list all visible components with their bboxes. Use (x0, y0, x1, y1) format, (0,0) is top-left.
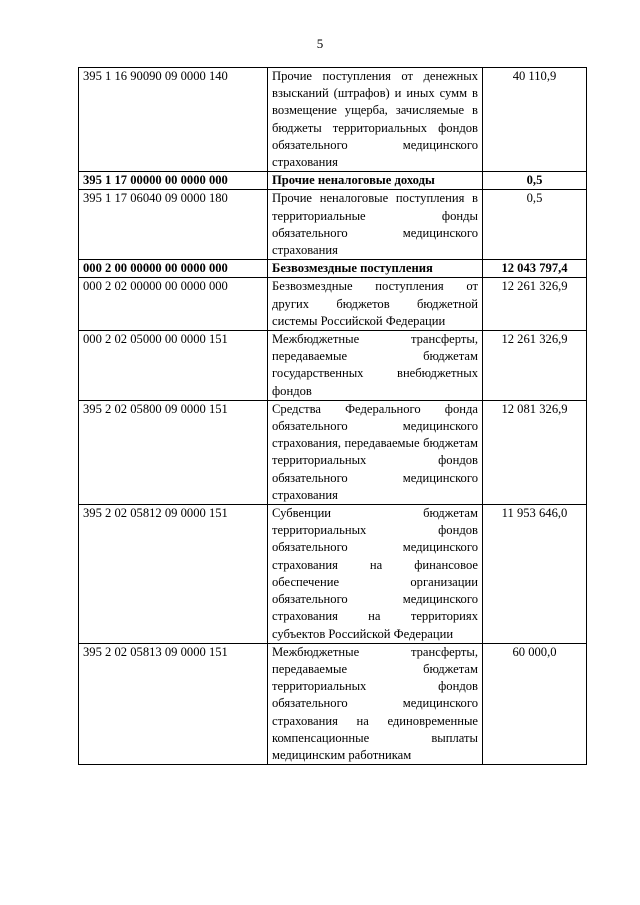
amount-cell: 12 043 797,4 (483, 260, 587, 278)
revenue-name-cell: Безвозмездные поступления (268, 260, 483, 278)
table-row (79, 643, 587, 764)
amount-cell: 60 000,0 (483, 643, 587, 764)
budget-code-cell: 000 2 02 00000 00 0000 000 (79, 278, 268, 331)
table-row (79, 190, 587, 260)
revenue-name-cell: Безвозмездные поступления от других бюджетов бюджетной системы Российской Федерации (268, 278, 483, 331)
amount-cell: 12 261 326,9 (483, 331, 587, 401)
budget-code-cell: 000 2 00 00000 00 0000 000 (79, 260, 268, 278)
budget-code-cell: 395 2 02 05800 09 0000 151 (79, 400, 268, 504)
table-row (79, 278, 587, 331)
table-row (79, 505, 587, 644)
revenue-name-cell: Прочие поступления от денежных взысканий (штрафов) и иных сумм в возмещение ущерба, зачисляемые в бюджеты территориальных фондов обязательного медицинского страхования (268, 68, 483, 172)
budget-code-cell: 395 1 17 00000 00 0000 000 (79, 172, 268, 190)
revenue-name-cell: Прочие неналоговые доходы (268, 172, 483, 190)
amount-cell: 0,5 (483, 190, 587, 260)
budget-code-cell: 395 1 17 06040 09 0000 180 (79, 190, 268, 260)
budget-code-cell: 395 2 02 05812 09 0000 151 (79, 505, 268, 644)
table-row (79, 400, 587, 504)
amount-cell: 40 110,9 (483, 68, 587, 172)
revenue-name-cell: Межбюджетные трансферты, передаваемые бюджетам государственных внебюджетных фондов (268, 331, 483, 401)
budget-revenue-table (78, 67, 587, 765)
table-row (79, 172, 587, 190)
budget-code-cell: 395 1 16 90090 09 0000 140 (79, 68, 268, 172)
revenue-name-cell: Средства Федерального фонда обязательного медицинского страхования, передаваемые бюджетам территориальных фондов обязательного медицинского страхования (268, 400, 483, 504)
table-row (79, 68, 587, 172)
revenue-name-cell: Субвенции бюджетам территориальных фондов обязательного медицинского страхования на финансовое обеспечение организации обязательного медицинского страхования на территориях субъектов Российской Федерации (268, 505, 483, 644)
amount-cell: 12 081 326,9 (483, 400, 587, 504)
budget-code-cell: 395 2 02 05813 09 0000 151 (79, 643, 268, 764)
budget-code-cell: 000 2 02 05000 00 0000 151 (79, 331, 268, 401)
table-row (79, 260, 587, 278)
amount-cell: 11 953 646,0 (483, 505, 587, 644)
revenue-name-cell: Прочие неналоговые поступления в территориальные фонды обязательного медицинского страхования (268, 190, 483, 260)
table-row (79, 331, 587, 401)
table-body (79, 68, 587, 765)
amount-cell: 12 261 326,9 (483, 278, 587, 331)
amount-cell: 0,5 (483, 172, 587, 190)
page-number: 5 (316, 36, 324, 51)
revenue-name-cell: Межбюджетные трансферты, передаваемые бюджетам территориальных фондов обязательного медицинского страхования на единовременные компенсационные выплаты медицинским работникам (268, 643, 483, 764)
